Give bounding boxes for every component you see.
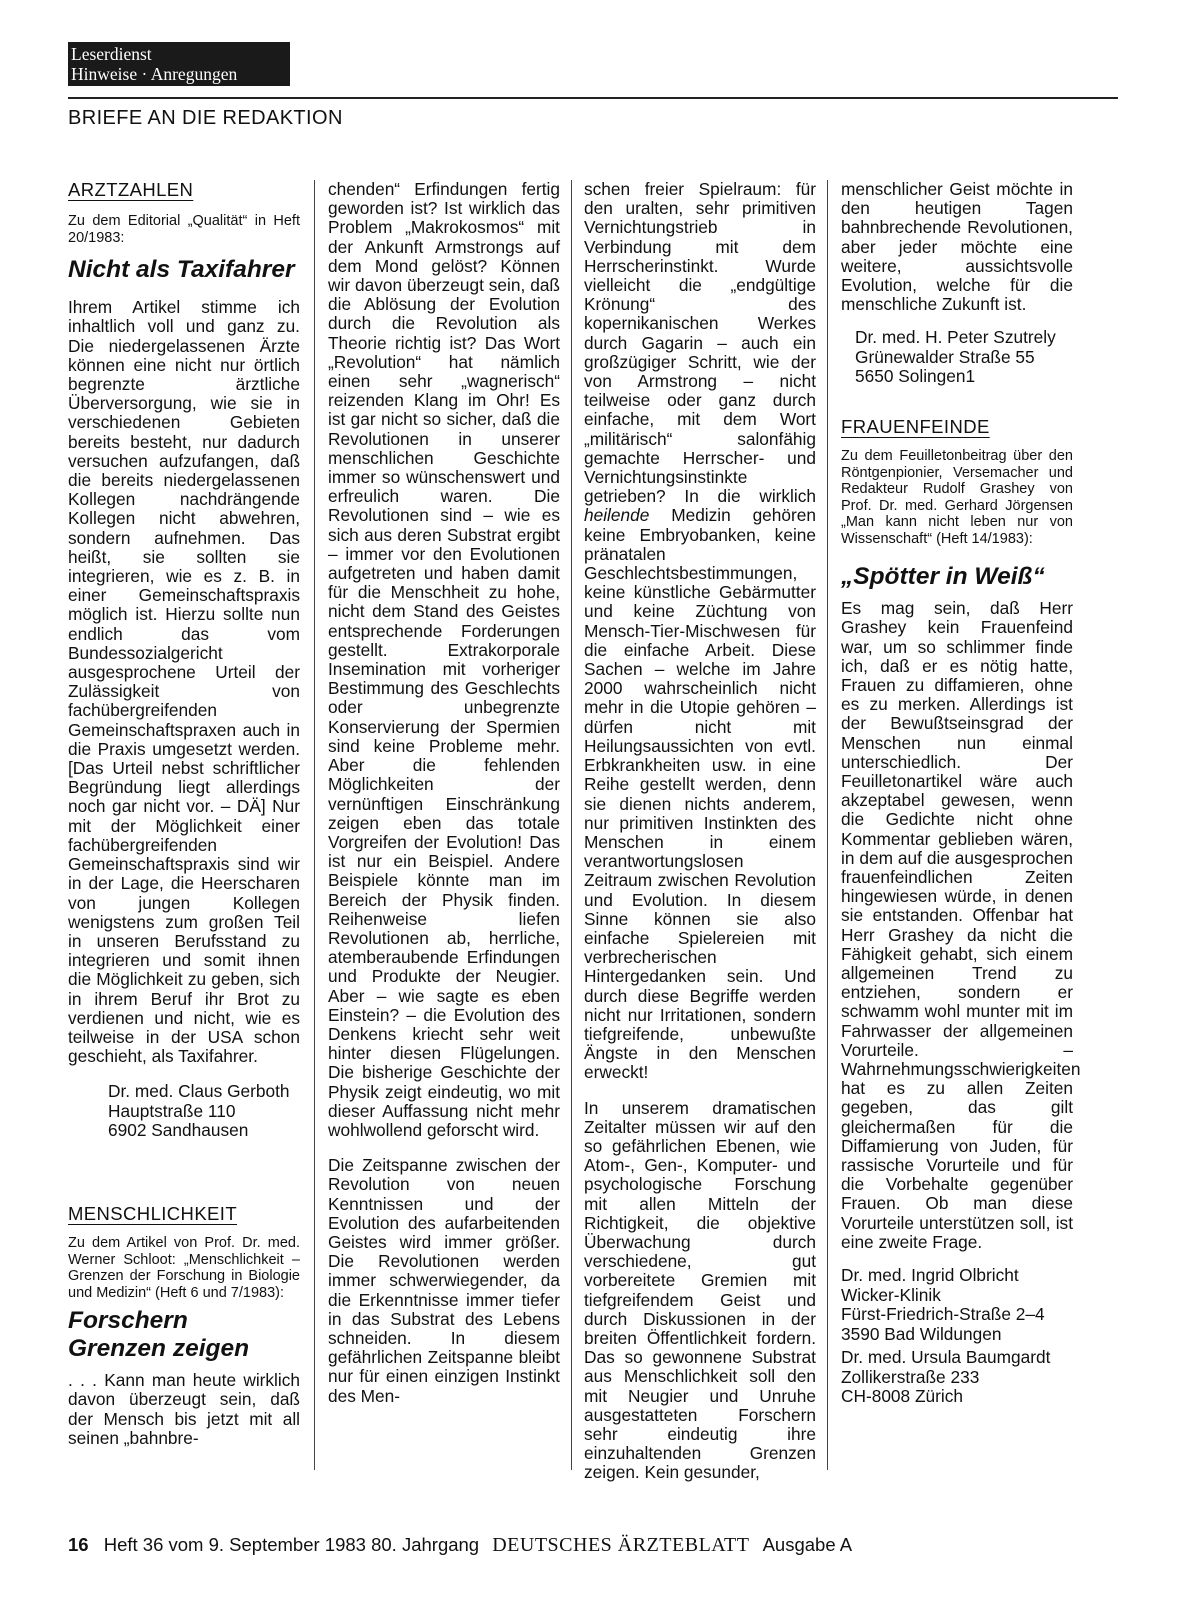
signature-street: Grünewalder Straße 55 [855,346,1035,367]
signature-name: Dr. med. Ursula Baumgardt [841,1347,1051,1368]
page-number: 16 [68,1534,89,1555]
letter-title: Nicht als Taxifahrer [68,256,295,284]
emphasis: heilende [584,505,650,526]
signature-city: 3590 Bad Wildungen [841,1323,1002,1344]
letter-body: chenden“ Erfindungen fertig geworden ist? Ist wirklich das Problem „Makrokosmos“ mit der Ankunft Armstrongs auf dem Mond gelöst? Können wir davon überzeugt sein, daß die Ablösung der Evolution durch die Revolution als Theorie richtig ist? Das Wort „Revolution“ hat nämlich einen sehr „wagnerisch“ reizenden Klang im Ohr! Es ist gar nicht so sicher, daß die Revolutionen in unserer menschlichen Geschichte immer so wünschenswert und erfreulich waren. Die Revolutionen sind – wie es sich aus deren Substrat ergibt – immer vor den Evolutionen aufgetreten und haben damit für die Menschheit zu hohe, nicht dem Stand des Geistes entsprechende Forderungen gestellt. Extrakorporale Insemination mit vorheriger Bestimmung des Geschlechts oder unbegrenzte Konservierung der Spermien sind keine Probleme mehr. Aber die fehlenden Möglichkeiten der vernünftigen Einschränkung zeigen eben das totale Vorgreifen der Evolution! Das ist nur ein Beispiel. Andere Beispiele könnte man im Bereich der Physik finden. Reihenweise liefen Revolutionen ab, herrliche, atemberaubende Erfindungen und Produkte der Neugier. Aber – wie sagte es eben Einstein? – die Evolution des Denkens kriecht sehr weit hinter diesen Flügelungen. Die bisherige Geschichte der Physik zeigt eindeutig, wo mit dieser Auffassung nicht mehr wohlwollend geforscht wird. [328,179,560,1140]
column-divider [827,180,828,1470]
signature-city: 5650 Solingen1 [855,366,976,387]
section-title: BRIEFE AN DIE REDAKTION [68,107,343,129]
letter-body [584,180,816,1083]
signature-street: Hauptstraße 110 [108,1100,236,1121]
signature-city: 6902 Sandhausen [108,1120,249,1141]
letter-body: menschlicher Geist möchte in den heutigen Tagen bahnbrechende Revolutionen, aber jeder möchte eine weitere, aussichtsvolle Evolution, welche für die menschliche Zukunft ist. [841,179,1073,315]
column-1 [68,180,300,1141]
column-divider [571,180,572,1470]
signature-name: Dr. med. H. Peter Szutrely [855,327,1056,348]
signature-street: Fürst-Friedrich-Straße 2–4 [841,1304,1045,1325]
signature-clinic: Wicker-Klinik [841,1284,941,1305]
letter-signature [841,328,1073,387]
letter-reference: Zu dem Artikel von Prof. Dr. med. Werner Schloot: „Menschlichkeit – Grenzen der Forschung in Biologie und Medizin“ (Heft 6 und 7/1983): [68,1235,300,1301]
title-line: Forschern [68,1307,188,1335]
signature-street: Zollikerstraße 233 [841,1366,980,1387]
signature-city: CH-8008 Zürich [841,1386,963,1407]
letter-body: In unserem dramatischen Zeitalter müssen wir auf den so gefährlichen Ebenen, wie Atom-, Gen-, Komputer- und psychologische Forschung mit allen Mitteln der Richtigkeit, die objektive Überwachung durch verschiedene, gut vorbereitete Gremien mit tiefgreifendem Geist und durch Diskussionen in der breiten Öffentlichkeit fordern. Das so gewonnene Substrat aus Menschlichkeit soll den mit Neugier und Unruhe ausgestatteten Forschern sehr eindeutig ihre einzuhaltenden Grenzen zeigen. Kein gesunder, [584,1097,816,1483]
text-run: schen freier Spielraum: für den uralten, sehr primitiven Vernichtungstrieb in Verbindung mit dem Herrscherinstinkt. Wurde vielleicht die „endgültige Krönung“ des kopernikanischen Werkes durch Gagarin – auch ein großzügiger Schritt, wie der von Armstrong – nicht teilweise oder ganz durch einfache, mit dem Wort „militärisch“ salonfähig gemachte Herrscher- und Vernichtungsinstinkte getrieben? In die wirklich [584,179,816,507]
signature-name: Dr. med. Ingrid Olbricht [841,1265,1019,1286]
column-2 [328,180,560,1406]
column-1-lower [68,1204,300,1448]
letter-heading-arztzahlen: ARZTZAHLEN [68,179,194,200]
issue-info: Heft 36 vom 9. September 1983 80. Jahrgang [103,1534,480,1555]
edition-label: Ausgabe A [762,1534,853,1555]
letter-body: Ihrem Artikel stimme ich inhaltlich voll und ganz zu. Die niedergelassenen Ärzte können eine nicht nur örtlich begrenzte ärztliche Überversorgung, wie sie in verschiedenen Gebieten bereits besteht, nur dadurch versuchen aufzufangen, daß die bereits niedergelassenen Kollegen nachdrängende Kollegen nicht abwehren, sondern aufnehmen. Das heißt, sie sollten sie integrieren, wie es z. B. in einer Gemeinschaftspraxis möglich ist. Hierzu sollte nun endlich das vom Bundessozialgericht ausgesprochene Urteil der Zulässigkeit von fachübergreifenden Gemeinschaftspraxen auch in die Praxis umgesetzt werden. [Das Urteil nebst schriftlicher Begründung liegt allerdings noch gar nicht vor. – DÄ] Nur mit der Möglichkeit einer fachübergreifenden Gemeinschaftspraxis sind wir in der Lage, die Heerscharen von jungen Kollegen wenigstens zum großen Teil in unseren Berufsstand zu integrieren und somit ihnen die Möglichkeit zu geben, sich in ihrem Beruf ihr Brot zu verdienen und nicht, wie es teilweise in der USA schon geschieht, als Taxifahrer. [68,297,300,1067]
rubric-badge [68,42,290,86]
letter-reference: Zu dem Feuilletonbeitrag über den Röntgenpionier, Versemacher und Redakteur Rudolf Grashey von Prof. Dr. med. Gerhard Jörgensen „Man kann nicht leben nur von Wissenschaft“ (Heft 14/1983): [841,448,1073,547]
rubric-line-1: Leserdienst [71,44,152,64]
letter-title: „Spötter in Weiß“ [841,563,1045,591]
letter-reference: Zu dem Editorial „Qualität“ in Heft 20/1983: [68,213,300,246]
column-divider [314,180,315,1470]
letter-body: . . . Kann man heute wirklich davon überzeugt sein, daß der Mensch bis jetzt mit all seinen „bahnbre- [68,1370,300,1448]
letter-heading-menschlichkeit: MENSCHLICHKEIT [68,1203,238,1224]
column-4 [841,179,1081,1407]
column-3 [584,180,816,1483]
letter-signature [68,1082,300,1141]
title-line: Grenzen zeigen [68,1335,250,1363]
journal-name: DEUTSCHES ÄRZTEBLATT [492,1534,750,1556]
letter-title [68,1307,300,1363]
letter-body: Die Zeitspanne zwischen der Revolution von neuen Kenntnissen und der Evolution des aufarbeitenden Geistes wird immer größer. Die Revolutionen werden immer schwerwiegender, da die Erkenntnisse immer tiefer in das Substrat des Lebens schneiden. In diesem gefährlichen Zeitspanne bleibt nur für einen einzigen Instinkt des Men- [328,1155,560,1406]
signature-name: Dr. med. Claus Gerboth [108,1081,290,1102]
rubric-line-2: Hinweise · Anregungen [71,64,238,84]
letter-body: Es mag sein, daß Herr Grashey kein Frauenfeind war, um so schlimmer finde ich, daß er es nötig hatte, Frauen zu diffamieren, ohne es zu merken. Allerdings ist der Bewußtseinsgrad der Menschen nun einmal unterschiedlich. Der Feuilletonartikel wäre auch akzeptabel gewesen, wenn die Gedichte nicht ohne Kommentar geblieben wären, in dem auf die ausgesprochen frauenfeindlichen Zeiten hingewiesen würde, in denen sie entstanden. Offenbar hat Herr Grashey da nicht die Fähigkeit gehabt, sich einem allgemeinen Trend zu entziehen, sondern er schwamm wohl munter mit im Fahrwasser der allgemeinen Vorurteile. – Wahrnehmungsschwierigkeiten hat es zu allen Zeiten gegeben, das gilt gleichermaßen für die Diffamierung von Juden, für rassische Vorurteile und für die Vorbehalte gegenüber Frauen. Ob man diese Vorurteile unterstützen soll, ist eine zweite Frage. [841,598,1081,1252]
header-rule [68,97,1118,99]
letter-heading-frauenfeinde: FRAUENFEINDE [841,415,990,437]
page-footer [68,1534,852,1557]
letter-signature [841,1266,1073,1344]
letter-signature [841,1348,1073,1407]
text-run: Medizin gehören keine Embryobanken, keine pränatalen Geschlechtsbestimmungen, keine künstliche Gebärmutter und keine Züchtung von Mensch-Tier-Mischwesen für die einfache Arbeit. Diese Sachen – welche im Jahre 2000 wahrscheinlich nicht mehr in die Utopie gehören – dürfen nicht mit Heilungsaussichten von evtl. Erbkrankheiten usw. in eine Reihe gestellt werden, denn sie dienen nichts anderem, nur primitiven Instinkten des Menschen in einem verantwortungslosen Zeitraum zwischen Revolution und Evolution. In diesem Sinne können sie also einfache Spielereien mit verbrecherischen Hintergedanken sein. Und durch diese Begriffe werden nicht nur Irritationen, sondern tiefgreifende, unbewußte Ängste in den Menschen erweckt! [584,505,816,1083]
